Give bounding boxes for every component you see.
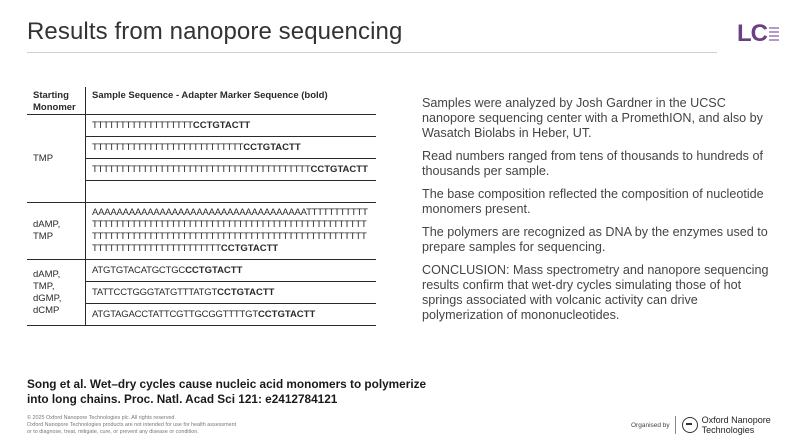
sequence-cell-empty <box>86 181 377 203</box>
sequence-table <box>27 87 376 326</box>
footer-legal <box>27 415 347 436</box>
results-bullets <box>422 96 777 331</box>
bullet-text: Samples were analyzed by Josh Gardner in the UCSC nanopore sequencing center with a PromethION, and also by Wasatch Biolabs in Heber, UT. <box>422 96 763 140</box>
legal-line: or to diagnose, treat, mitigate, cure, or prevent any disease or condition. <box>27 429 199 435</box>
sequence-cell: TTTTTTTTTTTTTTTTTTCCTGTACTT <box>86 115 377 137</box>
sequence-cell: ATGTAGACCTATTCGTTGCGGTTTTGTCCTGTACTT <box>86 304 377 326</box>
legal-line: Oxford Nanopore Technologies products are not intended for use for health assessment <box>27 422 237 428</box>
bullet-text: The base composition reflected the composition of nucleotide monomers present. <box>422 187 764 216</box>
lc-logo-tagline-icon <box>769 27 779 41</box>
oxford-nanopore-logo-icon <box>682 417 698 433</box>
legal-line: © 2025 Oxford Nanopore Technologies plc. All rights reserved. <box>27 415 176 421</box>
header-starting-monomer: Starting Monomer <box>27 87 86 115</box>
bullet-text: The polymers are recognized as DNA by the enzymes used to prepare samples for sequencing. <box>422 225 768 254</box>
title-divider <box>27 52 717 53</box>
lc-logo <box>737 20 781 48</box>
sequence-cell: TTTTTTTTTTTTTTTTTTTTTTTTTTTCCTGTACTT <box>86 137 377 159</box>
monomer-cell: dAMP, TMP, dGMP, dCMP <box>27 260 86 326</box>
lc-logo-text: LC <box>737 20 767 47</box>
monomer-cell: TMP <box>27 115 86 203</box>
sequence-cell: AAAAAAAAAAAAAAAAAAAAAAAAAAAAAAAAAAATTTTTTTTTTTTTTTTTTTTTTTTTTTTTTTTTTTTTTTTTTTTTTTTTTTTTTTTTTTTTTTTTTTTTTTTTTTTTTTTTTTTTTTTTTTTTTTTTTTTTTTTTTTTTTTTTTTTTTTTTTTTTTTTTTTTCCTGTACTT <box>86 203 377 260</box>
sequence-cell: TTTTTTTTTTTTTTTTTTTTTTTTTTTTTTTTTTTTTTTCCTGTACTT <box>86 159 377 181</box>
header-sample-sequence: Sample Sequence - Adapter Marker Sequence (bold) <box>86 87 377 115</box>
organiser-block <box>631 415 771 435</box>
monomer-cell: dAMP, TMP <box>27 203 86 260</box>
organised-by-label: Organised by <box>631 421 670 429</box>
org-divider <box>675 416 676 434</box>
sequence-cell: ATGTGTACATGCTGCCCTGTACTT <box>86 260 377 282</box>
conclusion-text: CONCLUSION: Mass spectrometry and nanopore sequencing results confirm that wet-dry cycles simulating those of hot springs associated with volcanic activity can drive polymerization of mononucleotides. <box>422 263 769 322</box>
slide-title: Results from nanopore sequencing <box>27 18 403 45</box>
org-name: Oxford Nanopore Technologies <box>701 415 771 435</box>
sequence-cell: TATTCCTGGGTATGTTTATGTCCTGTACTT <box>86 282 377 304</box>
citation: Song et al. Wet–dry cycles cause nucleic acid monomers to polymerize into long chains. Proc. Natl. Acad Sci 121: e2412784121 <box>27 377 427 406</box>
bullet-text: Read numbers ranged from tens of thousands to hundreds of thousands per sample. <box>422 149 763 178</box>
